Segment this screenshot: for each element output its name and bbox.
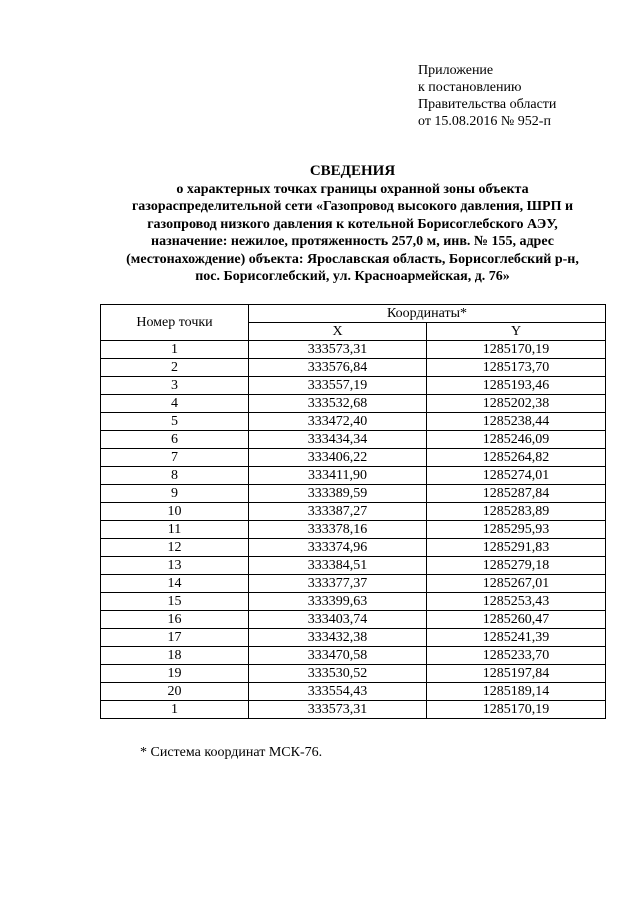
- x-coordinate-cell: 333374,96: [249, 539, 427, 557]
- x-coordinate-cell: 333554,43: [249, 683, 427, 701]
- heading-line: назначение: нежилое, протяженность 257,0 м, инв. № 155, адрес: [151, 234, 554, 249]
- x-coordinate-cell: 333470,58: [249, 647, 427, 665]
- table-row: [101, 521, 606, 539]
- point-number-cell: 8: [101, 467, 249, 485]
- header-y: Y: [427, 323, 606, 341]
- table-row: [101, 683, 606, 701]
- table-row: [101, 593, 606, 611]
- x-coordinate-cell: 333389,59: [249, 485, 427, 503]
- appendix-line: от 15.08.2016 № 952-п: [418, 114, 551, 129]
- y-coordinate-cell: 1285260,47: [427, 611, 606, 629]
- y-coordinate-cell: 1285295,93: [427, 521, 606, 539]
- table-row: [101, 359, 606, 377]
- y-coordinate-cell: 1285173,70: [427, 359, 606, 377]
- x-coordinate-cell: 333573,31: [249, 341, 427, 359]
- point-number-cell: 10: [101, 503, 249, 521]
- header-coordinates: Координаты*: [249, 305, 606, 323]
- table-row: [101, 485, 606, 503]
- table-row: [101, 395, 606, 413]
- x-coordinate-cell: 333406,22: [249, 449, 427, 467]
- point-number-cell: 4: [101, 395, 249, 413]
- table-row: [101, 647, 606, 665]
- heading-line: пос. Борисоглебский, ул. Красноармейская, д. 76»: [195, 269, 510, 284]
- point-number-cell: 1: [101, 701, 249, 719]
- table-row: [101, 413, 606, 431]
- y-coordinate-cell: 1285233,70: [427, 647, 606, 665]
- y-coordinate-cell: 1285267,01: [427, 575, 606, 593]
- point-number-cell: 12: [101, 539, 249, 557]
- point-number-cell: 3: [101, 377, 249, 395]
- table-row: [101, 665, 606, 683]
- header-point-number: Номер точки: [101, 305, 249, 341]
- point-number-cell: 7: [101, 449, 249, 467]
- point-number-cell: 18: [101, 647, 249, 665]
- appendix-line: Правительства области: [418, 97, 557, 112]
- x-coordinate-cell: 333411,90: [249, 467, 427, 485]
- table-row: [101, 575, 606, 593]
- point-number-cell: 6: [101, 431, 249, 449]
- x-coordinate-cell: 333530,52: [249, 665, 427, 683]
- x-coordinate-cell: 333432,38: [249, 629, 427, 647]
- table-row: [101, 503, 606, 521]
- point-number-cell: 14: [101, 575, 249, 593]
- point-number-cell: 11: [101, 521, 249, 539]
- appendix-line: к постановлению: [418, 80, 522, 95]
- table-row: [101, 701, 606, 719]
- y-coordinate-cell: 1285238,44: [427, 413, 606, 431]
- x-coordinate-cell: 333384,51: [249, 557, 427, 575]
- point-number-cell: 16: [101, 611, 249, 629]
- table-row: [101, 467, 606, 485]
- y-coordinate-cell: 1285283,89: [427, 503, 606, 521]
- point-number-cell: 2: [101, 359, 249, 377]
- y-coordinate-cell: 1285246,09: [427, 431, 606, 449]
- heading-line: о характерных точках границы охранной зоны объекта: [176, 181, 529, 197]
- point-number-cell: 19: [101, 665, 249, 683]
- y-coordinate-cell: 1285253,43: [427, 593, 606, 611]
- point-number-cell: 17: [101, 629, 249, 647]
- y-coordinate-cell: 1285170,19: [427, 341, 606, 359]
- table-row: [101, 557, 606, 575]
- heading-line: газопровод низкого давления к котельной Борисоглебского АЭУ,: [147, 216, 558, 232]
- x-coordinate-cell: 333532,68: [249, 395, 427, 413]
- heading-line: (местонахождение) объекта: Ярославская область, Борисоглебский р-н,: [126, 251, 579, 267]
- y-coordinate-cell: 1285287,84: [427, 485, 606, 503]
- document-heading: [100, 163, 605, 286]
- y-coordinate-cell: 1285291,83: [427, 539, 606, 557]
- heading-line: газораспределительной сети «Газопровод высокого давления, ШРП и: [131, 199, 574, 214]
- coordinates-table: [100, 304, 606, 719]
- y-coordinate-cell: 1285274,01: [427, 467, 606, 485]
- point-number-cell: 1: [101, 341, 249, 359]
- point-number-cell: 9: [101, 485, 249, 503]
- x-coordinate-cell: 333576,84: [249, 359, 427, 377]
- y-coordinate-cell: 1285241,39: [427, 629, 606, 647]
- x-coordinate-cell: 333403,74: [249, 611, 427, 629]
- table-row: [101, 341, 606, 359]
- table-row: [101, 539, 606, 557]
- y-coordinate-cell: 1285170,19: [427, 701, 606, 719]
- point-number-cell: 20: [101, 683, 249, 701]
- table-row: [101, 431, 606, 449]
- table-row: [101, 629, 606, 647]
- x-coordinate-cell: 333387,27: [249, 503, 427, 521]
- footnote: * Система координат МСК-76.: [140, 745, 323, 760]
- point-number-cell: 13: [101, 557, 249, 575]
- table-row: [101, 611, 606, 629]
- coordinates-table-body: [101, 341, 606, 719]
- y-coordinate-cell: 1285202,38: [427, 395, 606, 413]
- y-coordinate-cell: 1285264,82: [427, 449, 606, 467]
- header-x: X: [249, 323, 427, 341]
- table-row: [101, 449, 606, 467]
- y-coordinate-cell: 1285193,46: [427, 377, 606, 395]
- x-coordinate-cell: 333378,16: [249, 521, 427, 539]
- point-number-cell: 15: [101, 593, 249, 611]
- y-coordinate-cell: 1285197,84: [427, 665, 606, 683]
- x-coordinate-cell: 333472,40: [249, 413, 427, 431]
- x-coordinate-cell: 333434,34: [249, 431, 427, 449]
- point-number-cell: 5: [101, 413, 249, 431]
- x-coordinate-cell: 333399,63: [249, 593, 427, 611]
- document-title: СВЕДЕНИЯ: [309, 163, 396, 179]
- table-row: [101, 377, 606, 395]
- x-coordinate-cell: 333377,37: [249, 575, 427, 593]
- appendix-block: [418, 62, 556, 130]
- x-coordinate-cell: 333557,19: [249, 377, 427, 395]
- x-coordinate-cell: 333573,31: [249, 701, 427, 719]
- appendix-line: Приложение: [418, 63, 494, 78]
- y-coordinate-cell: 1285189,14: [427, 683, 606, 701]
- y-coordinate-cell: 1285279,18: [427, 557, 606, 575]
